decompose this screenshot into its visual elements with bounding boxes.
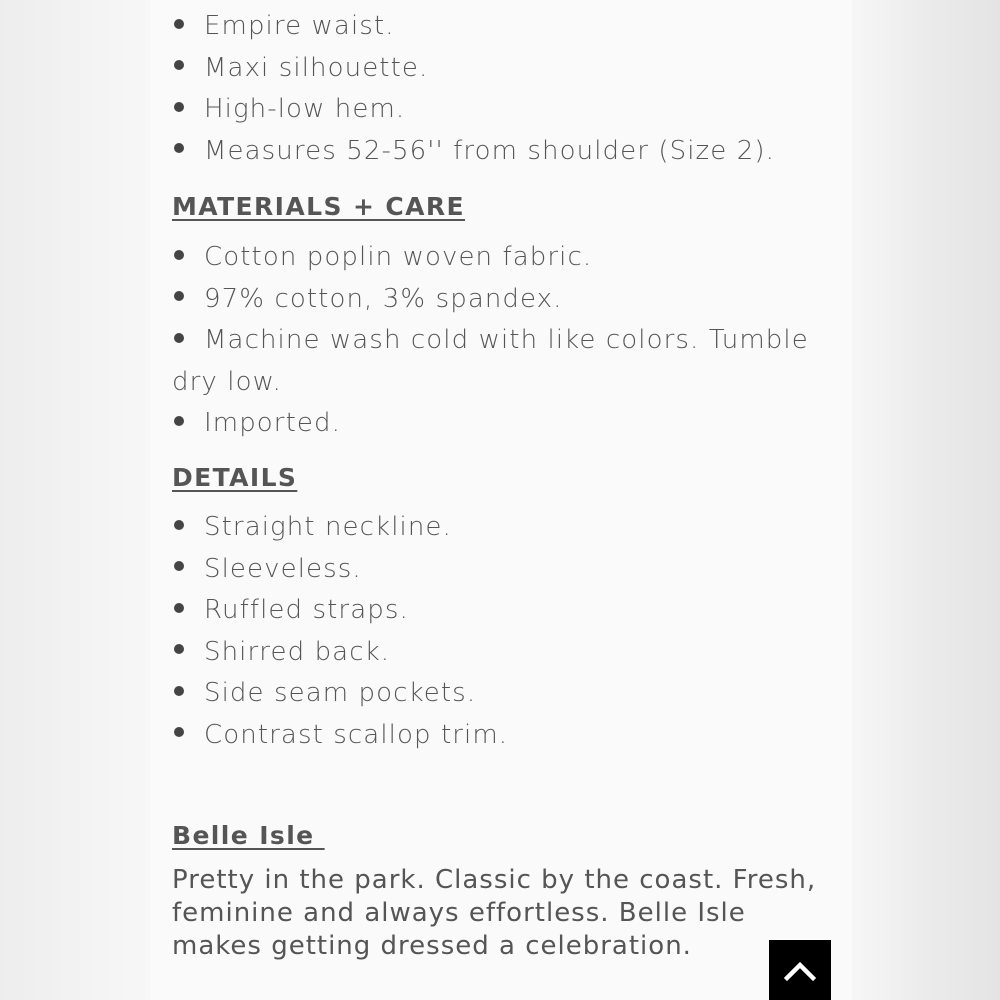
bullet-icon <box>174 291 184 301</box>
list-item: Shirred back. <box>172 632 508 674</box>
materials-care-heading: MATERIALS + CARE <box>172 192 466 221</box>
bullet-icon <box>174 561 184 571</box>
list-item: Imported. <box>172 403 832 445</box>
list-item: Empire waist. <box>172 6 775 48</box>
bullet-icon <box>174 19 184 29</box>
brand-description: Pretty in the park. Classic by the coast. Fresh, feminine and always effortless. Belle Isle makes getting dressed a celebration. <box>172 865 817 961</box>
list-item: Measures 52-56'' from shoulder (Size 2). <box>172 131 775 173</box>
list-item: Machine wash cold with like colors. Tumble dry low. <box>172 325 809 397</box>
bullet-icon <box>174 603 184 613</box>
bullet-icon <box>174 60 184 70</box>
bullet-icon <box>174 416 184 426</box>
list-item: Ruffled straps. <box>172 590 508 632</box>
bullet-icon <box>174 250 184 260</box>
bullet-icon <box>174 102 184 112</box>
list-item: Side seam pockets. <box>172 673 508 715</box>
features-list <box>172 6 775 172</box>
details-heading: DETAILS <box>172 463 298 492</box>
materials-care-list <box>172 237 832 445</box>
list-item: High-low hem. <box>172 89 775 131</box>
list-item: Sleeveless. <box>172 549 508 591</box>
chevron-up-icon <box>784 955 816 985</box>
list-item: 97% cotton, 3% spandex. <box>172 279 832 321</box>
list-item: Cotton poplin woven fabric. <box>172 237 832 279</box>
bullet-icon <box>174 333 184 343</box>
list-item: Maxi silhouette. <box>172 48 775 90</box>
list-item: Straight neckline. <box>172 507 508 549</box>
bullet-icon <box>174 727 184 737</box>
bullet-icon <box>174 143 184 153</box>
back-to-top-button[interactable] <box>769 940 831 1000</box>
bullet-icon <box>174 520 184 530</box>
bullet-icon <box>174 644 184 654</box>
brand-heading: Belle Isle <box>172 821 325 850</box>
details-list <box>172 507 508 756</box>
list-item: Contrast scallop trim. <box>172 715 508 757</box>
bullet-icon <box>174 686 184 696</box>
